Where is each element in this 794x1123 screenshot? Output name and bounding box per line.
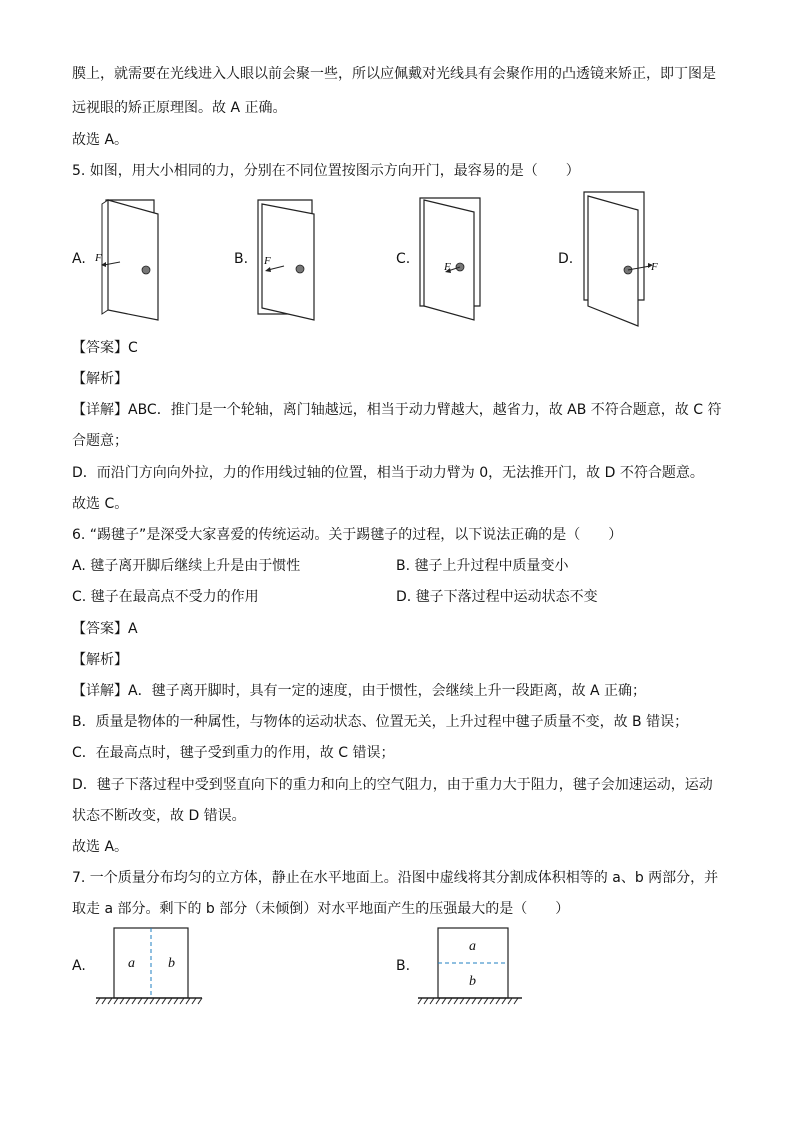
q7-a-part-a-label: a [128, 956, 135, 971]
q6-detail-1: 【详解】A．毽子离开脚时，具有一定的速度，由于惯性，会继续上升一段距离，故 A 正确； [72, 683, 647, 699]
q6-stem: 6. “踢毽子”是深受大家喜爱的传统运动。关于踢毽子的过程，以下说法正确的是（ ） [72, 527, 623, 543]
q7-b-part-a-label: a [469, 939, 476, 954]
q5-stem: 5. 如图，用大小相同的力，分别在不同位置按图示方向开门，最容易的是（ ） [72, 163, 580, 179]
door-b-figure [256, 196, 318, 326]
q5-detail-2: 合题意； [72, 433, 128, 449]
q6-option-a: A. 毽子离开脚后继续上升是由于惯性 [72, 558, 301, 574]
q6-option-b: B. 毽子上升过程中质量变小 [396, 558, 569, 574]
q6-conclusion: 故选 A。 [72, 839, 129, 855]
door-a-edge [102, 200, 108, 314]
q6-detail-5: 状态不断改变，故 D 错误。 [72, 808, 246, 824]
q5-detail-1: 【详解】ABC．推门是一个轮轴，离门轴越远，相当于动力臂越大，越省力，故 AB 不符合题意，故 C 符 [72, 402, 722, 418]
q7-stem-line-2: 取走 a 部分。剩下的 b 部分（未倾倒）对水平地面产生的压强最大的是（ ） [72, 901, 570, 917]
q6-detail-2: B．质量是物体的一种属性，与物体的运动状态、位置无关，上升过程中毽子质量不变，故 B 错误； [72, 714, 689, 730]
q6-option-c: C. 毽子在最高点不受力的作用 [72, 589, 259, 605]
q7-a-part-b-label: b [168, 956, 175, 971]
door-a-panel [108, 200, 158, 320]
q5-analysis-heading: 【解析】 [72, 371, 128, 387]
door-c-force-label: F [444, 261, 451, 273]
q5-detail-3: D．而沿门方向向外拉，力的作用线过轴的位置，相当于动力臂为 0，无法推开门，故 D 不符合题意。 [72, 465, 704, 481]
door-b-force-label: F [264, 255, 271, 267]
door-c-panel [424, 200, 474, 320]
door-b-knob [296, 265, 304, 273]
q6-detail-4: D．毽子下落过程中受到竖直向下的重力和向上的空气阻力，由于重力大于阻力，毽子会加速运动，运动 [72, 777, 713, 793]
q6-option-d: D. 毽子下落过程中运动状态不变 [396, 589, 598, 605]
door-a-knob [142, 266, 150, 274]
q7-b-ground-hatch [418, 998, 518, 1004]
door-a-force-label: F [95, 252, 102, 264]
q6-analysis-heading: 【解析】 [72, 652, 128, 668]
q7-option-a-figure [96, 926, 206, 1010]
q5-option-b-label: B. [234, 251, 249, 267]
q5-option-d-label: D. [558, 251, 574, 267]
q5-option-c-label: C. [396, 251, 411, 267]
door-d-figure [582, 190, 662, 330]
intro-conclusion: 故选 A。 [72, 132, 129, 148]
q6-answer: 【答案】A [72, 621, 138, 637]
door-c-figure [418, 194, 486, 328]
q7-a-ground-hatch [96, 998, 202, 1004]
q5-option-a-label: A. [72, 251, 86, 267]
q6-detail-3: C．在最高点时，毽子受到重力的作用，故 C 错误； [72, 745, 395, 761]
door-d-force-label: F [651, 261, 658, 273]
q5-conclusion: 故选 C。 [72, 496, 129, 512]
q7-option-b-figure [418, 926, 528, 1010]
q7-b-part-b-label: b [469, 974, 476, 989]
door-d-panel [588, 196, 638, 326]
q7-option-a-label: A. [72, 958, 86, 974]
door-a-figure [95, 196, 162, 326]
q7-stem-line-1: 7. 一个质量分布均匀的立方体，静止在水平地面上。沿图中虚线将其分割成体积相等的 a、b 两部分，并 [72, 870, 719, 886]
intro-line-1: 膜上，就需要在光线进入人眼以前会聚一些，所以应佩戴对光线具有会聚作用的凸透镜来矫正，即丁图是 [72, 66, 716, 82]
intro-line-2: 远视眼的矫正原理图。故 A 正确。 [72, 100, 287, 116]
q5-answer: 【答案】C [72, 340, 138, 356]
q7-option-b-label: B. [396, 958, 411, 974]
